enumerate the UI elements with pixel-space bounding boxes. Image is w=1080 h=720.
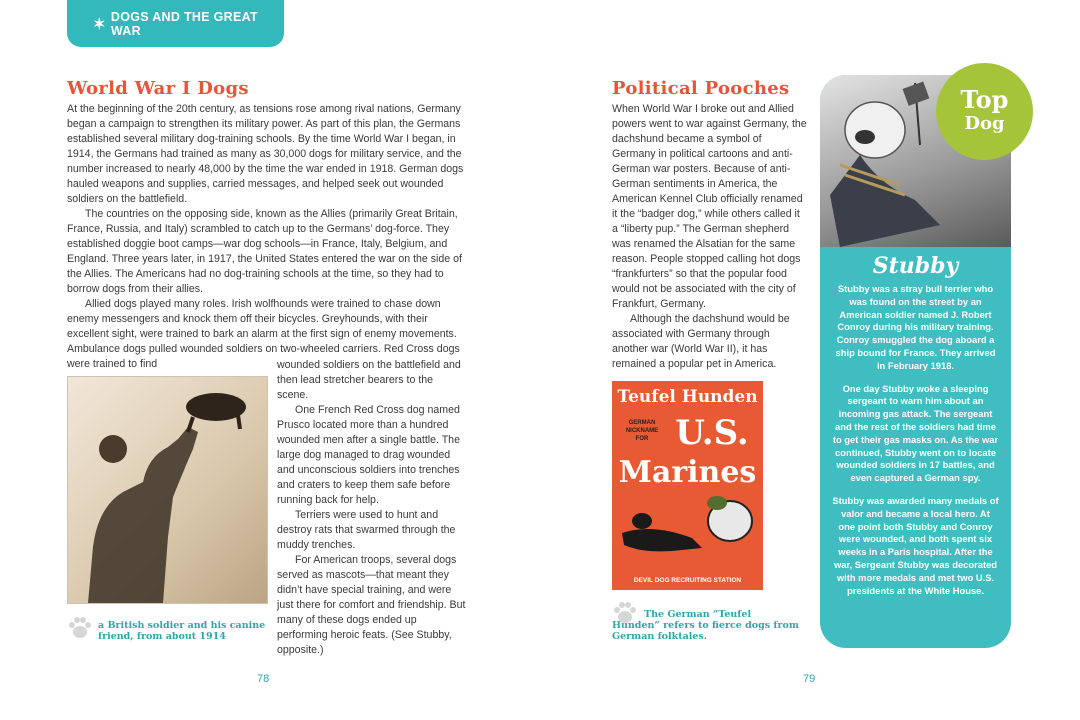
page-number-right: 79 xyxy=(803,673,816,685)
left-photo-caption: a British soldier and his canine friend, from about 1914 xyxy=(98,620,266,642)
poster-caption: The German “Teufel Hunden” refers to fierce dogs from German folktales. xyxy=(612,609,799,642)
poster-dogs-illustration xyxy=(612,493,763,573)
poster-us: U.S. xyxy=(675,413,749,453)
soldier-dog-photo xyxy=(67,376,268,604)
poster-title: Teufel Hunden xyxy=(617,387,758,407)
paragraph: Stubby was a stray bull terrier who was found on the street by an American soldier named J. Robert Conroy during his military training. Conroy smuggled the dog aboard a ship bound for France. They arrived in February 1918. xyxy=(835,283,996,371)
left-body-column xyxy=(277,358,467,658)
section-tab xyxy=(67,0,284,47)
star-icon: ✶ xyxy=(93,15,106,33)
paragraph: At the beginning of the 20th century, as tensions rose among rival nations, Germany began a campaign to strengthen its military power. As part of this plan, the Germans established several military dog-training schools. By the time World War I began, in 1914, the Germans had trained as many as 30,000 dogs for military service, and the number increased to nearly 48,000 by the time the war ended in 1918. German dogs hauled weapons and supplies, carried messages, and helped seek out wounded soldiers on the battlefield. xyxy=(67,103,464,205)
paragraph: Although the dachshund would be associated with Germany through another war (World War II), it has remained a popular pet in America. xyxy=(612,313,790,370)
right-page-title: Political Pooches xyxy=(612,78,790,99)
left-body-top xyxy=(67,102,465,372)
paragraph: Terriers were used to hunt and destroy rats that swarmed through the muddy trenches. xyxy=(277,509,456,551)
sidebar-title: Stubby xyxy=(872,253,959,279)
paw-icon xyxy=(67,615,93,641)
paragraph: For American troops, several dogs served as mascots—that meant they didn’t have special training, and were just there for comfort and friendship. But many of these dogs ended up performing heroic feats. (See Stubby, opposite.) xyxy=(277,554,466,656)
left-page-title: World War I Dogs xyxy=(67,78,249,99)
paragraph: When World War I broke out and Allied powers went to war against Germany, the dachshund became a symbol of Germany in political cartoons and anti-German war posters. Because of anti-German sentiments in America, the American Kennel Club officially renamed it the “badger dog,” while others called it a “liberty pup.” The German shepherd was renamed the Alsatian for the same reason. People stopped calling hot dogs “frankfurters” so that the popular food would not be associated with the city of Frankfurt, Germany. xyxy=(612,103,807,310)
section-tab-label: DOGS AND THE GREAT WAR xyxy=(110,9,258,38)
paragraph: Stubby was awarded many medals of valor and became a local hero. At one point both Stubby and Conroy were wounded, and both spent six weeks in a Paris hospital. After the war, Sergeant Stubby was decorated with more medals and met two U.S. presidents at the White House. xyxy=(832,494,999,596)
sidebar-body xyxy=(832,283,999,607)
paragraph: The countries on the opposing side, known as the Allies (primarily Great Britain, France, Russia, and Italy) scrambled to catch up to the Germans’ dog-force. They established doggie boot camps—war dog schools—in France, Italy, Belgium, and England. Three years later, in 1917, the United States entered the war on the side of the Allies. The Americans had no dog-training schools at the time, so they had to borrow dogs from their allies. xyxy=(67,208,462,295)
poster-subtitle: GERMAN NICKNAME FOR xyxy=(625,420,659,442)
badge-line2: Dog xyxy=(964,112,1005,134)
poster-marines: Marines xyxy=(618,455,757,490)
paragraph: One French Red Cross dog named Prusco located more than a hundred wounded men after a single battle. The large dog managed to drag wounded and unconscious soldiers into trenches and craters to keep them safe before running back for help. xyxy=(277,404,460,506)
paragraph: One day Stubby woke a sleeping sergeant to warn him about an incoming gas attack. The sergeant and the rest of the soldiers had time to get their gas masks on. As the war continued, Stubby went on to locate wounded soldiers in 17 battles, and even captured a German spy. xyxy=(832,382,999,484)
soldier-dog-illustration xyxy=(68,377,267,603)
paragraph: wounded soldiers on the battlefield and then lead stretcher bearers to the scene. xyxy=(277,359,461,401)
teufel-hunden-poster xyxy=(612,381,763,590)
top-dog-badge xyxy=(936,63,1033,160)
right-body xyxy=(612,102,808,372)
badge-line1: Top xyxy=(960,84,1009,114)
poster-footer: DEVIL DOG RECRUITING STATION xyxy=(633,577,742,584)
paragraph: Allied dogs played many roles. Irish wolfhounds were trained to chase down enemy messengers and knock them off their bicycles. Greyhounds, with their excellent sight, were trained to bark an alarm at the first sign of enemy movements. Ambulance dogs pulled wounded soldiers on two-wheeled carriers. Red Cross dogs were trained to find xyxy=(67,298,460,370)
stubby-sidebar xyxy=(820,75,1011,648)
page-number-left: 78 xyxy=(257,673,270,685)
